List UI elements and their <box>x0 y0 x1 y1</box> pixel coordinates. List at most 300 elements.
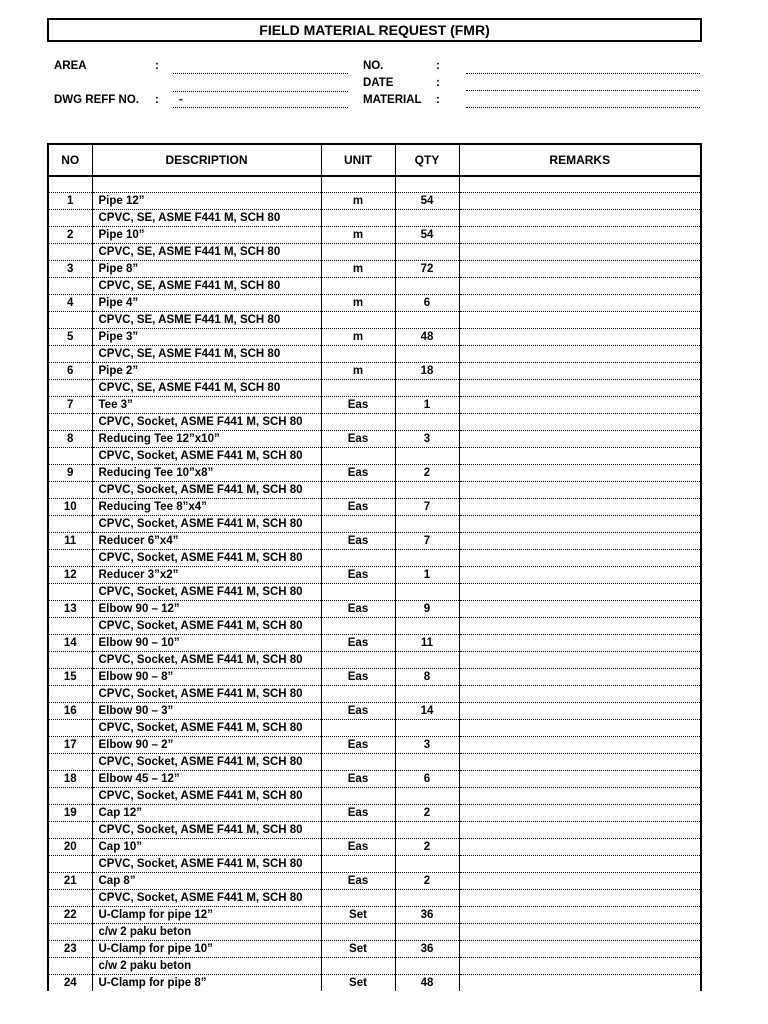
item-remarks-cell[interactable] <box>459 839 700 856</box>
spec-unit-cell <box>321 584 395 601</box>
table-row-spec <box>49 822 700 839</box>
spec-unit-cell <box>321 414 395 431</box>
column-header-unit: UNIT <box>321 145 395 176</box>
table-row <box>49 771 700 788</box>
table-row-spec <box>49 244 700 261</box>
item-remarks-cell[interactable] <box>459 941 700 958</box>
spec-unit-cell <box>321 448 395 465</box>
item-description-cell: Pipe 10” <box>92 227 321 244</box>
item-spec-cell: CPVC, Socket, ASME F441 M, SCH 80 <box>92 822 321 839</box>
table-row <box>49 907 700 924</box>
item-unit-cell: Set <box>321 907 395 924</box>
item-remarks-cell[interactable] <box>459 533 700 550</box>
item-qty-cell: 48 <box>395 329 459 346</box>
item-remarks-cell[interactable] <box>459 907 700 924</box>
item-qty-cell: 11 <box>395 635 459 652</box>
item-description-cell: Cap 10” <box>92 839 321 856</box>
spec-remarks-cell[interactable] <box>459 618 700 635</box>
item-spec-cell: CPVC, Socket, ASME F441 M, SCH 80 <box>92 584 321 601</box>
spec-qty-cell <box>395 618 459 635</box>
item-spec-cell: CPVC, SE, ASME F441 M, SCH 80 <box>92 210 321 227</box>
item-description-cell: Reducing Tee 8”x4” <box>92 499 321 516</box>
spec-qty-cell <box>395 380 459 397</box>
item-spec-cell: CPVC, Socket, ASME F441 M, SCH 80 <box>92 550 321 567</box>
item-unit-cell: Eas <box>321 839 395 856</box>
table-row-spec <box>49 312 700 329</box>
item-qty-cell: 2 <box>395 839 459 856</box>
form-title-text: FIELD MATERIAL REQUEST (FMR) <box>259 22 490 38</box>
spec-qty-cell <box>395 244 459 261</box>
item-qty-cell: 7 <box>395 499 459 516</box>
table-row <box>49 465 700 482</box>
item-qty-cell: 3 <box>395 431 459 448</box>
spec-qty-cell <box>395 516 459 533</box>
spec-qty-cell <box>395 686 459 703</box>
item-qty-cell: 54 <box>395 193 459 210</box>
spec-no-cell <box>49 482 92 499</box>
cell <box>92 176 321 193</box>
item-unit-cell: m <box>321 363 395 380</box>
item-no-cell: 17 <box>49 737 92 754</box>
spec-unit-cell <box>321 754 395 771</box>
spec-remarks-cell[interactable] <box>459 210 700 227</box>
table-row-spec <box>49 278 700 295</box>
spec-qty-cell <box>395 652 459 669</box>
item-remarks-cell[interactable] <box>459 737 700 754</box>
spec-unit-cell <box>321 822 395 839</box>
area-label: AREA <box>54 60 87 72</box>
item-remarks-cell[interactable] <box>459 873 700 890</box>
item-remarks-cell[interactable] <box>459 261 700 278</box>
spec-unit-cell <box>321 516 395 533</box>
table-row <box>49 805 700 822</box>
cell <box>49 176 92 193</box>
spec-qty-cell <box>395 958 459 975</box>
item-description-cell: Reducing Tee 10”x8” <box>92 465 321 482</box>
table-row-spec <box>49 482 700 499</box>
item-remarks-cell[interactable] <box>459 703 700 720</box>
spec-remarks-cell[interactable] <box>459 550 700 567</box>
table-row <box>49 329 700 346</box>
spec-remarks-cell[interactable] <box>459 414 700 431</box>
item-unit-cell: m <box>321 261 395 278</box>
spec-remarks-cell[interactable] <box>459 890 700 907</box>
item-unit-cell: Eas <box>321 499 395 516</box>
item-description-cell: Elbow 45 – 12” <box>92 771 321 788</box>
table-row <box>49 703 700 720</box>
spec-unit-cell <box>321 244 395 261</box>
table-row-spec <box>49 686 700 703</box>
spec-no-cell <box>49 686 92 703</box>
date-colon: : <box>436 77 440 89</box>
item-spec-cell: CPVC, Socket, ASME F441 M, SCH 80 <box>92 414 321 431</box>
table-row <box>49 363 700 380</box>
spec-qty-cell <box>395 346 459 363</box>
item-unit-cell: Eas <box>321 805 395 822</box>
item-description-cell: Pipe 4” <box>92 295 321 312</box>
table-row <box>49 941 700 958</box>
item-qty-cell: 36 <box>395 941 459 958</box>
item-remarks-cell[interactable] <box>459 499 700 516</box>
item-remarks-cell[interactable] <box>459 669 700 686</box>
spec-qty-cell <box>395 278 459 295</box>
item-qty-cell: 7 <box>395 533 459 550</box>
spec-unit-cell <box>321 346 395 363</box>
item-no-cell: 20 <box>49 839 92 856</box>
item-qty-cell: 54 <box>395 227 459 244</box>
table-row <box>49 975 700 991</box>
spec-qty-cell <box>395 210 459 227</box>
item-description-cell: Cap 8” <box>92 873 321 890</box>
spec-no-cell <box>49 244 92 261</box>
item-unit-cell: Eas <box>321 465 395 482</box>
spec-qty-cell <box>395 788 459 805</box>
item-spec-cell: CPVC, Socket, ASME F441 M, SCH 80 <box>92 720 321 737</box>
item-unit-cell: Eas <box>321 873 395 890</box>
item-spec-cell: CPVC, SE, ASME F441 M, SCH 80 <box>92 244 321 261</box>
item-spec-cell: CPVC, SE, ASME F441 M, SCH 80 <box>92 380 321 397</box>
item-qty-cell: 2 <box>395 805 459 822</box>
item-unit-cell: Eas <box>321 397 395 414</box>
item-remarks-cell[interactable] <box>459 363 700 380</box>
spec-unit-cell <box>321 890 395 907</box>
spec-no-cell <box>49 516 92 533</box>
form-header <box>0 0 768 120</box>
spec-no-cell <box>49 652 92 669</box>
item-spec-cell: CPVC, Socket, ASME F441 M, SCH 80 <box>92 890 321 907</box>
table-row-spec <box>49 380 700 397</box>
item-unit-cell: Eas <box>321 567 395 584</box>
no-field[interactable] <box>466 73 700 74</box>
item-description-cell: Pipe 8” <box>92 261 321 278</box>
table-row <box>49 193 700 210</box>
area-colon: : <box>155 60 159 72</box>
item-spec-cell: CPVC, Socket, ASME F441 M, SCH 80 <box>92 448 321 465</box>
item-spec-cell: CPVC, Socket, ASME F441 M, SCH 80 <box>92 856 321 873</box>
material-table <box>47 143 702 991</box>
spec-unit-cell <box>321 652 395 669</box>
spec-unit-cell <box>321 720 395 737</box>
item-remarks-cell[interactable] <box>459 601 700 618</box>
item-no-cell: 18 <box>49 771 92 788</box>
spec-remarks-cell[interactable] <box>459 380 700 397</box>
spec-unit-cell <box>321 380 395 397</box>
table-row <box>49 533 700 550</box>
spec-qty-cell <box>395 584 459 601</box>
item-no-cell: 3 <box>49 261 92 278</box>
table-row-spec <box>49 448 700 465</box>
no-colon: : <box>436 60 440 72</box>
spec-no-cell <box>49 856 92 873</box>
item-unit-cell: Eas <box>321 669 395 686</box>
table-row-spec <box>49 754 700 771</box>
spec-remarks-cell[interactable] <box>459 244 700 261</box>
spec-remarks-cell[interactable] <box>459 482 700 499</box>
cell <box>395 176 459 193</box>
table-row-spec <box>49 584 700 601</box>
item-unit-cell: Eas <box>321 737 395 754</box>
item-no-cell: 5 <box>49 329 92 346</box>
item-qty-cell: 1 <box>395 567 459 584</box>
item-qty-cell: 6 <box>395 295 459 312</box>
spec-no-cell <box>49 618 92 635</box>
spec-qty-cell <box>395 482 459 499</box>
spec-unit-cell <box>321 788 395 805</box>
item-no-cell: 16 <box>49 703 92 720</box>
item-qty-cell: 14 <box>395 703 459 720</box>
spec-unit-cell <box>321 210 395 227</box>
item-no-cell: 19 <box>49 805 92 822</box>
table-row <box>49 227 700 244</box>
item-no-cell: 13 <box>49 601 92 618</box>
table-row <box>49 873 700 890</box>
area-field[interactable] <box>173 73 348 74</box>
table-row-spec <box>49 856 700 873</box>
item-remarks-cell[interactable] <box>459 227 700 244</box>
spec-no-cell <box>49 550 92 567</box>
item-description-cell: Reducer 6”x4” <box>92 533 321 550</box>
spec-no-cell <box>49 754 92 771</box>
column-header-qty: QTY <box>395 145 459 176</box>
item-remarks-cell[interactable] <box>459 771 700 788</box>
item-no-cell: 10 <box>49 499 92 516</box>
spec-no-cell <box>49 822 92 839</box>
column-header-description: DESCRIPTION <box>92 145 321 176</box>
item-description-cell: Reducing Tee 12”x10” <box>92 431 321 448</box>
item-description-cell: U-Clamp for pipe 8” <box>92 975 321 991</box>
item-description-cell: Cap 12” <box>92 805 321 822</box>
item-no-cell: 21 <box>49 873 92 890</box>
item-spec-cell: c/w 2 paku beton <box>92 924 321 941</box>
spacer-row <box>49 176 700 193</box>
table-row <box>49 431 700 448</box>
spec-remarks-cell[interactable] <box>459 924 700 941</box>
item-description-cell: Pipe 12” <box>92 193 321 210</box>
cell <box>321 176 395 193</box>
item-no-cell: 2 <box>49 227 92 244</box>
spec-unit-cell <box>321 312 395 329</box>
column-header-no: NO <box>49 145 92 176</box>
item-spec-cell: CPVC, SE, ASME F441 M, SCH 80 <box>92 312 321 329</box>
spec-qty-cell <box>395 754 459 771</box>
item-remarks-cell[interactable] <box>459 295 700 312</box>
item-description-cell: Elbow 90 – 8” <box>92 669 321 686</box>
spec-qty-cell <box>395 550 459 567</box>
spec-remarks-cell[interactable] <box>459 346 700 363</box>
table-row-spec <box>49 414 700 431</box>
spec-no-cell <box>49 278 92 295</box>
spec-unit-cell <box>321 924 395 941</box>
item-unit-cell: Set <box>321 975 395 991</box>
spec-no-cell <box>49 584 92 601</box>
item-no-cell: 24 <box>49 975 92 991</box>
item-unit-cell: m <box>321 295 395 312</box>
table-row-spec <box>49 550 700 567</box>
item-description-cell: Tee 3” <box>92 397 321 414</box>
spec-qty-cell <box>395 414 459 431</box>
spec-remarks-cell[interactable] <box>459 448 700 465</box>
dwg-reff-field[interactable] <box>173 107 348 108</box>
table-row-spec <box>49 788 700 805</box>
item-no-cell: 12 <box>49 567 92 584</box>
material-label: MATERIAL <box>363 94 422 106</box>
spec-qty-cell <box>395 312 459 329</box>
item-qty-cell: 72 <box>395 261 459 278</box>
table-row-spec <box>49 516 700 533</box>
item-qty-cell: 36 <box>395 907 459 924</box>
material-colon: : <box>436 94 440 106</box>
item-description-cell: Pipe 3” <box>92 329 321 346</box>
table-row <box>49 397 700 414</box>
spec-remarks-cell[interactable] <box>459 516 700 533</box>
item-no-cell: 6 <box>49 363 92 380</box>
spec-qty-cell <box>395 822 459 839</box>
material-field[interactable] <box>466 107 700 108</box>
spec-unit-cell <box>321 958 395 975</box>
no-label: NO. <box>363 60 384 72</box>
item-qty-cell: 6 <box>395 771 459 788</box>
item-remarks-cell[interactable] <box>459 635 700 652</box>
item-no-cell: 4 <box>49 295 92 312</box>
item-remarks-cell[interactable] <box>459 397 700 414</box>
item-remarks-cell[interactable] <box>459 431 700 448</box>
spec-remarks-cell[interactable] <box>459 958 700 975</box>
spec-no-cell <box>49 210 92 227</box>
table-row <box>49 261 700 278</box>
item-qty-cell: 18 <box>395 363 459 380</box>
spec-qty-cell <box>395 448 459 465</box>
spec-qty-cell <box>395 890 459 907</box>
item-remarks-cell[interactable] <box>459 465 700 482</box>
item-spec-cell: CPVC, Socket, ASME F441 M, SCH 80 <box>92 652 321 669</box>
spec-no-cell <box>49 414 92 431</box>
item-qty-cell: 8 <box>395 669 459 686</box>
item-no-cell: 22 <box>49 907 92 924</box>
spec-remarks-cell[interactable] <box>459 720 700 737</box>
spec-unit-cell <box>321 482 395 499</box>
column-header-remarks: REMARKS <box>459 145 700 176</box>
spec-no-cell <box>49 346 92 363</box>
spec-no-cell <box>49 380 92 397</box>
item-no-cell: 15 <box>49 669 92 686</box>
spec-unit-cell <box>321 856 395 873</box>
item-description-cell: Elbow 90 – 3” <box>92 703 321 720</box>
item-no-cell: 23 <box>49 941 92 958</box>
item-remarks-cell[interactable] <box>459 805 700 822</box>
table-row-spec <box>49 210 700 227</box>
cell <box>459 176 700 193</box>
table-row-spec <box>49 890 700 907</box>
spec-no-cell <box>49 958 92 975</box>
spec-remarks-cell[interactable] <box>459 652 700 669</box>
table-row <box>49 567 700 584</box>
spec-remarks-cell[interactable] <box>459 312 700 329</box>
item-spec-cell: CPVC, Socket, ASME F441 M, SCH 80 <box>92 618 321 635</box>
item-qty-cell: 2 <box>395 465 459 482</box>
item-description-cell: U-Clamp for pipe 10” <box>92 941 321 958</box>
spec-qty-cell <box>395 856 459 873</box>
item-unit-cell: m <box>321 193 395 210</box>
spec-unit-cell <box>321 618 395 635</box>
spec-qty-cell <box>395 924 459 941</box>
spec-no-cell <box>49 312 92 329</box>
spec-no-cell <box>49 924 92 941</box>
item-spec-cell: CPVC, Socket, ASME F441 M, SCH 80 <box>92 754 321 771</box>
table-row <box>49 635 700 652</box>
table-row <box>49 601 700 618</box>
spec-no-cell <box>49 720 92 737</box>
item-spec-cell: c/w 2 paku beton <box>92 958 321 975</box>
item-spec-cell: CPVC, SE, ASME F441 M, SCH 80 <box>92 346 321 363</box>
item-remarks-cell[interactable] <box>459 567 700 584</box>
spec-remarks-cell[interactable] <box>459 754 700 771</box>
spec-remarks-cell[interactable] <box>459 822 700 839</box>
table-row-spec <box>49 720 700 737</box>
item-unit-cell: Eas <box>321 635 395 652</box>
item-spec-cell: CPVC, Socket, ASME F441 M, SCH 80 <box>92 482 321 499</box>
dwg-reff-colon: : <box>155 94 159 106</box>
spec-qty-cell <box>395 720 459 737</box>
dwg-reff-value: - <box>179 94 183 106</box>
spec-no-cell <box>49 448 92 465</box>
table-row-spec <box>49 346 700 363</box>
item-unit-cell: Eas <box>321 601 395 618</box>
item-qty-cell: 48 <box>395 975 459 991</box>
item-no-cell: 1 <box>49 193 92 210</box>
table-row-spec <box>49 958 700 975</box>
item-description-cell: U-Clamp for pipe 12” <box>92 907 321 924</box>
spec-remarks-cell[interactable] <box>459 278 700 295</box>
item-spec-cell: CPVC, SE, ASME F441 M, SCH 80 <box>92 278 321 295</box>
item-qty-cell: 9 <box>395 601 459 618</box>
item-no-cell: 11 <box>49 533 92 550</box>
item-unit-cell: Set <box>321 941 395 958</box>
item-description-cell: Elbow 90 – 2” <box>92 737 321 754</box>
table-row-spec <box>49 652 700 669</box>
spec-remarks-cell[interactable] <box>459 584 700 601</box>
table-body <box>49 176 700 991</box>
spec-no-cell <box>49 788 92 805</box>
spec-unit-cell <box>321 550 395 567</box>
table-row <box>49 295 700 312</box>
item-no-cell: 9 <box>49 465 92 482</box>
spec-remarks-cell[interactable] <box>459 788 700 805</box>
dwg-reff-label: DWG REFF NO. <box>54 94 139 106</box>
item-qty-cell: 2 <box>395 873 459 890</box>
item-unit-cell: m <box>321 329 395 346</box>
item-unit-cell: Eas <box>321 771 395 788</box>
spec-remarks-cell[interactable] <box>459 686 700 703</box>
item-remarks-cell[interactable] <box>459 975 700 991</box>
date-field[interactable] <box>466 90 700 91</box>
table-row <box>49 737 700 754</box>
item-spec-cell: CPVC, Socket, ASME F441 M, SCH 80 <box>92 686 321 703</box>
item-remarks-cell[interactable] <box>459 329 700 346</box>
item-unit-cell: Eas <box>321 431 395 448</box>
item-no-cell: 7 <box>49 397 92 414</box>
item-unit-cell: Eas <box>321 703 395 720</box>
table-row-spec <box>49 618 700 635</box>
item-description-cell: Elbow 90 – 12” <box>92 601 321 618</box>
item-description-cell: Elbow 90 – 10” <box>92 635 321 652</box>
spec-no-cell <box>49 890 92 907</box>
spec-remarks-cell[interactable] <box>459 856 700 873</box>
item-remarks-cell[interactable] <box>459 193 700 210</box>
table-row <box>49 499 700 516</box>
item-unit-cell: Eas <box>321 533 395 550</box>
item-spec-cell: CPVC, Socket, ASME F441 M, SCH 80 <box>92 516 321 533</box>
item-qty-cell: 3 <box>395 737 459 754</box>
